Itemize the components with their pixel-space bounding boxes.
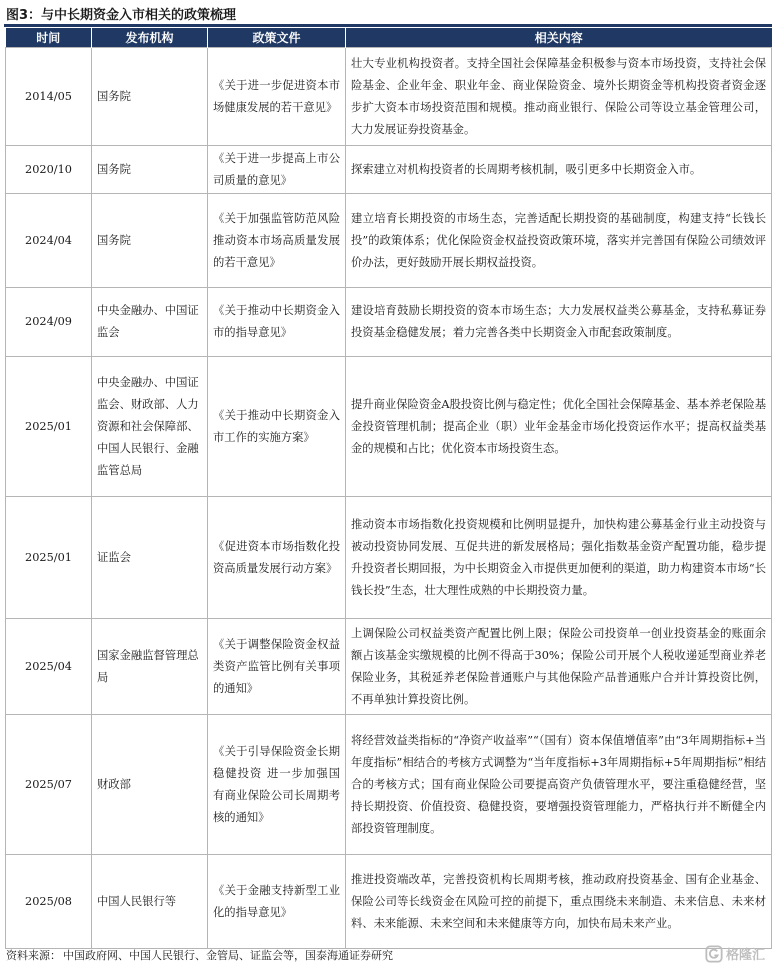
table-header-row (6, 28, 772, 48)
header-org: 发布机构 (92, 28, 208, 48)
header-doc: 政策文件 (208, 28, 346, 48)
watermark (705, 944, 765, 963)
header-content: 相关内容 (346, 28, 772, 48)
cell-content: 将经营效益类指标的“净资产收益率”“（国有）资本保值增值率”由“3年周期指标+当年度指标”相结合的考核方式调整为“当年度指标+3年周期指标+5年周期指标”相结合的考核方式；国有商业保险公司要提高资产负债管理水平，要注重稳健经营，坚持长期投资、价值投资、稳健投资，要增强投资管理能力，严格执行并不断健全内部投资管理制度。 (346, 715, 772, 855)
cell-time: 2025/04 (6, 619, 92, 715)
cell-time: 2024/04 (6, 194, 92, 288)
cell-doc: 《促进资本市场指数化投资高质量发展行动方案》 (208, 497, 346, 619)
cell-time: 2024/09 (6, 288, 92, 357)
cell-doc: 《关于引导保险资金长期稳健投资 进一步加强国有商业保险公司长周期考核的通知》 (208, 715, 346, 855)
policy-table (5, 28, 772, 949)
cell-time: 2014/05 (6, 48, 92, 146)
cell-doc: 《关于加强监管防范风险推动资本市场高质量发展的若干意见》 (208, 194, 346, 288)
table-row (6, 715, 772, 855)
cell-time: 2025/08 (6, 855, 92, 949)
cell-org: 国务院 (92, 48, 208, 146)
cell-time: 2025/01 (6, 497, 92, 619)
cell-content: 提升商业保险资金A股投资比例与稳定性；优化全国社会保障基金、基本养老保险基金投资管理机制；提高企业（职）业年金基金市场化投资运作水平；提高权益类基金的规模和占比；优化资本市场投资生态。 (346, 357, 772, 497)
header-time: 时间 (6, 28, 92, 48)
cell-org: 国务院 (92, 146, 208, 194)
table-row (6, 48, 772, 146)
table-row (6, 619, 772, 715)
source-note (6, 947, 393, 963)
cell-content: 探索建立对机构投资者的长周期考核机制，吸引更多中长期资金入市。 (346, 146, 772, 194)
title-rule (4, 24, 772, 27)
cell-doc: 《关于金融支持新型工业化的指导意见》 (208, 855, 346, 949)
cell-content: 上调保险公司权益类资产配置比例上限；保险公司投资单一创业投资基金的账面余额占该基金实缴规模的比例不得高于30%；保险公司开展个人税收递延型商业养老保险业务，其税延养老保险普通账户与其他保险产品普通账户合并计算投资比例，不再单独计算投资比例。 (346, 619, 772, 715)
source-label: 资料来源： (6, 949, 61, 962)
cell-time: 2025/01 (6, 357, 92, 497)
table-row (6, 497, 772, 619)
cell-org: 国务院 (92, 194, 208, 288)
table-row (6, 855, 772, 949)
figure-title: 图3：与中长期资金入市相关的政策梳理 (6, 8, 237, 23)
cell-org: 证监会 (92, 497, 208, 619)
table-row (6, 194, 772, 288)
gelonghui-logo-icon (705, 945, 723, 963)
cell-content: 推进投资端改革，完善投资机构长周期考核，推动政府投资基金、国有企业基金、保险公司等长线资金在风险可控的前提下，重点围绕未来制造、未来信息、未来材料、未来能源、未来空间和未来健康等方向，加快布局未来产业。 (346, 855, 772, 949)
cell-doc: 《关于推动中长期资金入市工作的实施方案》 (208, 357, 346, 497)
cell-doc: 《关于推动中长期资金入市的指导意见》 (208, 288, 346, 357)
cell-org: 中央金融办、中国证监会、财政部、人力资源和社会保障部、中国人民银行、金融监管总局 (92, 357, 208, 497)
table-row (6, 357, 772, 497)
table-row (6, 288, 772, 357)
cell-content: 壮大专业机构投资者。支持全国社会保障基金积极参与资本市场投资，支持社会保险基金、企业年金、职业年金、商业保险资金、境外长期资金等机构投资者资金逐步扩大资本市场投资范围和规模。推动商业银行、保险公司等设立基金管理公司，大力发展证券投资基金。 (346, 48, 772, 146)
table-row (6, 146, 772, 194)
cell-content: 建立培育长期投资的市场生态，完善适配长期投资的基础制度，构建支持“长钱长投”的政策体系；优化保险资金权益投资政策环境，落实并完善国有保险公司绩效评价办法，更好鼓励开展长期权益投资。 (346, 194, 772, 288)
source-text: 中国政府网、中国人民银行、金管局、证监会等，国泰海通证券研究 (63, 949, 393, 962)
cell-time: 2025/07 (6, 715, 92, 855)
cell-org: 中央金融办、中国证监会 (92, 288, 208, 357)
cell-doc: 《关于进一步促进资本市场健康发展的若干意见》 (208, 48, 346, 146)
cell-content: 推动资本市场指数化投资规模和比例明显提升，加快构建公募基金行业主动投资与被动投资协同发展、互促共进的新发展格局；强化指数基金资产配置功能，稳步提升投资者长期回报，为中长期资金入市提供更加便利的渠道，助力构建资本市场“长钱长投”生态，壮大理性成熟的中长期投资力量。 (346, 497, 772, 619)
cell-org: 国家金融监督管理总局 (92, 619, 208, 715)
cell-org: 中国人民银行等 (92, 855, 208, 949)
cell-doc: 《关于进一步提高上市公司质量的意见》 (208, 146, 346, 194)
cell-org: 财政部 (92, 715, 208, 855)
cell-doc: 《关于调整保险资金权益类资产监管比例有关事项的通知》 (208, 619, 346, 715)
cell-time: 2020/10 (6, 146, 92, 194)
cell-content: 建设培育鼓励长期投资的资本市场生态；大力发展权益类公募基金，支持私募证券投资基金稳健发展；着力完善各类中长期资金入市配套政策制度。 (346, 288, 772, 357)
watermark-text: 格隆汇 (725, 948, 765, 963)
